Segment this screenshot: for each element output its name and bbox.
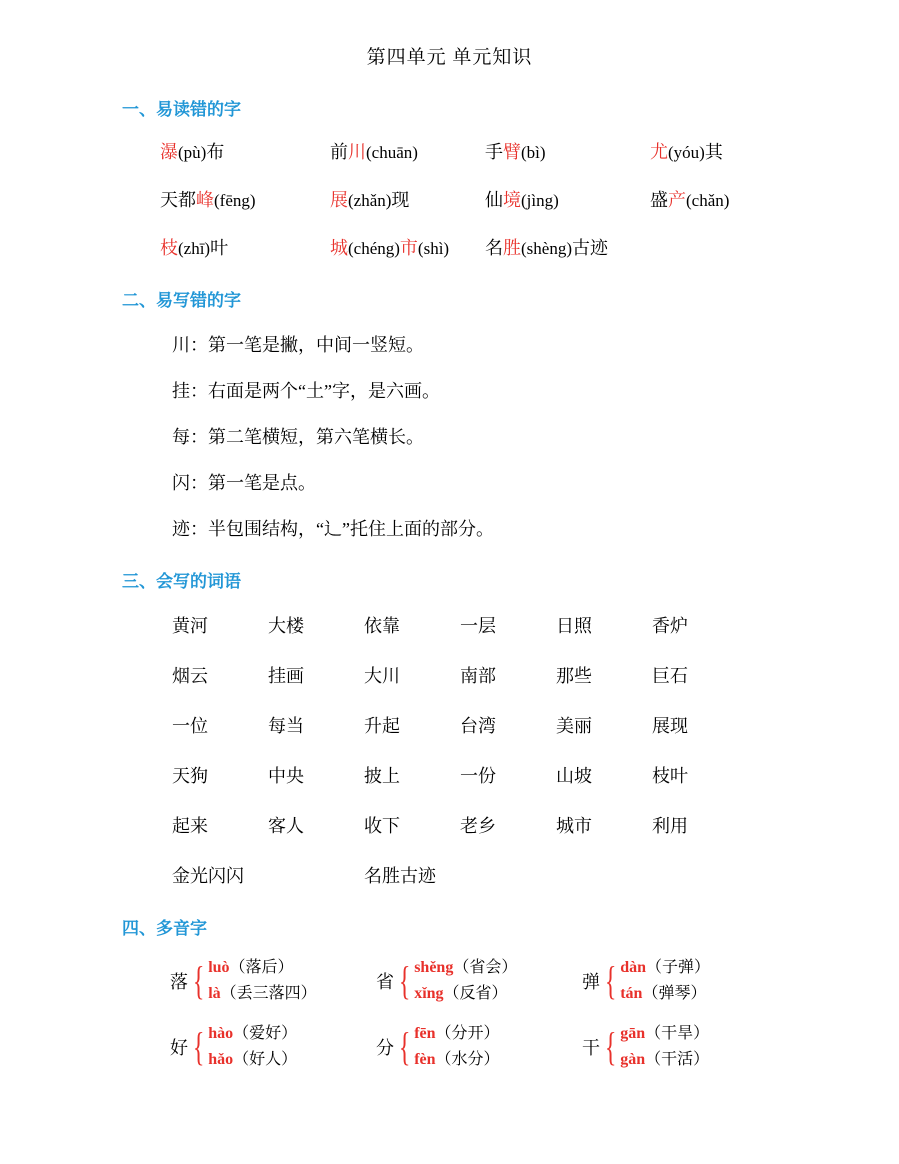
table-row (172, 812, 772, 838)
word-cell: 城市 (556, 816, 592, 836)
trailing-text: 其 (704, 142, 723, 162)
word-cell: 一层 (460, 616, 496, 636)
brace-icon: { (398, 958, 411, 1003)
pinyin: (pù) (178, 143, 207, 162)
word-cell: 收下 (364, 816, 400, 836)
reading-list (620, 955, 710, 1007)
reading-list (620, 1021, 709, 1073)
reading-list (414, 955, 517, 1007)
misread-item (650, 186, 800, 212)
table-row (172, 662, 772, 688)
list-item (208, 1047, 297, 1073)
word-cell: 烟云 (172, 666, 208, 686)
leading-text: 盛 (650, 190, 668, 210)
word-cell: 大楼 (268, 616, 304, 636)
polyphone-char: 干 (582, 1038, 600, 1058)
list-item (208, 1021, 297, 1047)
list-item (414, 1021, 499, 1047)
example-word: （好人） (233, 1051, 298, 1068)
table-row (172, 762, 772, 788)
word-cell: 美丽 (556, 716, 592, 736)
pinyin: (chǎn) (686, 191, 730, 210)
example-word: （丢三落四） (220, 985, 317, 1002)
example-word: （子弹） (646, 959, 711, 976)
highlight-char: 臂 (503, 142, 521, 162)
example-word: （省会） (453, 959, 518, 976)
misread-item (650, 138, 800, 164)
leading-text: 天都 (160, 190, 196, 210)
leading-text: 名 (485, 238, 503, 258)
misread-item (160, 186, 330, 212)
highlight-char: 城 (330, 238, 348, 258)
pinyin: dàn (620, 959, 646, 976)
polyphone-group (376, 955, 582, 1007)
word-cell: 每当 (268, 716, 304, 736)
polyphone-char: 省 (376, 972, 394, 992)
misread-item (160, 234, 330, 260)
highlight-char-2: 市 (399, 238, 418, 258)
pinyin: fèn (414, 1051, 436, 1068)
pinyin: (bì) (521, 143, 546, 162)
word-cell: 那些 (556, 666, 592, 686)
pinyin: (fēng) (214, 191, 256, 210)
brace-icon: { (192, 1024, 205, 1069)
highlight-char: 产 (668, 190, 686, 210)
word-cell: 台湾 (460, 716, 496, 736)
pinyin: hào (208, 1025, 234, 1042)
reading-list (208, 1021, 297, 1073)
pinyin: (zhī) (178, 239, 211, 258)
word-cell: 名胜古迹 (364, 866, 436, 886)
polyphone-char: 分 (376, 1038, 394, 1058)
word-cell: 枝叶 (652, 766, 688, 786)
list-item (414, 1047, 499, 1073)
highlight-char: 瀑 (160, 142, 178, 162)
word-cell: 一位 (172, 716, 208, 736)
table-row (170, 955, 790, 1007)
word-cell: 客人 (268, 816, 304, 836)
misread-item (485, 234, 650, 260)
word-cell: 依靠 (364, 616, 400, 636)
brace-icon: { (604, 1024, 617, 1069)
list-item: 迹：半包围结构，“辶”托住上面的部分。 (172, 519, 494, 539)
word-cell: 日照 (556, 616, 592, 636)
list-item: 每：第二笔横短，第六笔横长。 (172, 427, 424, 447)
pinyin: shěng (414, 959, 454, 976)
trailing-text: 现 (391, 190, 410, 210)
word-cell: 一份 (460, 766, 496, 786)
list-item (620, 1047, 709, 1073)
section-heading-words: 三、会写的词语 (122, 572, 241, 591)
polyphone-group (582, 955, 788, 1007)
list-item (414, 981, 517, 1007)
pinyin: (yóu) (668, 143, 705, 162)
section-heading-miswritten: 二、易写错的字 (122, 291, 241, 310)
example-word: （干活） (645, 1051, 710, 1068)
polyphone-char: 落 (170, 972, 188, 992)
pinyin: tán (620, 985, 643, 1002)
word-cell: 中央 (268, 766, 304, 786)
leading-text: 仙 (485, 190, 503, 210)
word-cell: 大川 (364, 666, 400, 686)
highlight-char: 胜 (503, 238, 521, 258)
misread-item (485, 186, 650, 212)
highlight-char: 枝 (160, 238, 178, 258)
misread-item (485, 138, 650, 164)
list-item (414, 955, 517, 981)
misread-item (330, 138, 485, 164)
highlight-char: 境 (503, 190, 521, 210)
trailing-text: 布 (206, 142, 225, 162)
word-cell: 挂画 (268, 666, 304, 686)
polyphone-group (170, 1021, 376, 1073)
word-cell: 升起 (364, 716, 400, 736)
word-cell: 披上 (364, 766, 400, 786)
table-row (160, 234, 800, 260)
word-cell: 起来 (172, 816, 208, 836)
highlight-char: 峰 (196, 190, 214, 210)
pinyin: gàn (620, 1051, 646, 1068)
example-word: （弹琴） (642, 985, 707, 1002)
section-heading-polyphones: 四、多音字 (122, 919, 207, 938)
polyphone-group (582, 1021, 788, 1073)
page-title: 第四单元 单元知识 (366, 47, 533, 68)
word-cell: 山坡 (556, 766, 592, 786)
word-cell: 老乡 (460, 816, 496, 836)
brace-icon: { (604, 958, 617, 1003)
pinyin: fēn (414, 1025, 436, 1042)
list-item (620, 981, 710, 1007)
pinyin: gān (620, 1025, 646, 1042)
list-item (208, 955, 316, 981)
word-cell: 巨石 (652, 666, 688, 686)
misread-characters-grid (160, 138, 800, 260)
reading-list (414, 1021, 499, 1073)
example-word: （落后） (229, 959, 294, 976)
word-cell: 黄河 (172, 616, 208, 636)
example-word: （分开） (435, 1025, 500, 1042)
word-cell: 南部 (460, 666, 496, 686)
misread-item (330, 234, 485, 260)
pinyin: luò (208, 959, 230, 976)
example-word: （干旱） (645, 1025, 710, 1042)
highlight-char: 尤 (650, 142, 668, 162)
pinyin: (chéng) (348, 239, 400, 258)
misread-item-empty (650, 234, 800, 260)
pinyin: (zhǎn) (348, 191, 392, 210)
list-item: 川：第一笔是撇，中间一竖短。 (172, 335, 424, 355)
brace-icon: { (398, 1024, 411, 1069)
table-row (170, 1021, 790, 1073)
words-grid (172, 612, 772, 888)
pinyin: (jìng) (521, 191, 559, 210)
list-item: 挂：右面是两个“土”字，是六画。 (172, 381, 440, 401)
example-word: （爱好） (233, 1025, 298, 1042)
table-row (160, 186, 800, 212)
list-item (208, 981, 316, 1007)
table-row (172, 612, 772, 638)
pinyin-2: (shì) (417, 239, 450, 258)
pinyin: là (208, 985, 221, 1002)
polyphone-char: 好 (170, 1038, 188, 1058)
list-item (620, 955, 710, 981)
misread-item (330, 186, 485, 212)
trailing-text: 叶 (210, 238, 229, 258)
polyphone-group (376, 1021, 582, 1073)
trailing-text: 古迹 (571, 238, 608, 258)
table-row (160, 138, 800, 164)
polyphone-group (170, 955, 376, 1007)
section-heading-misread: 一、易读错的字 (122, 100, 241, 119)
leading-text: 前 (330, 142, 348, 162)
pinyin: (shèng) (521, 239, 572, 258)
pinyin: (chuān) (366, 143, 418, 162)
brace-icon: { (192, 958, 205, 1003)
list-item: 闪：第一笔是点。 (172, 473, 316, 493)
highlight-char: 川 (348, 142, 366, 162)
pinyin: hǎo (208, 1051, 234, 1068)
word-cell: 金光闪闪 (172, 866, 244, 886)
table-row (172, 712, 772, 738)
leading-text: 手 (485, 142, 503, 162)
miswritten-notes-list (172, 331, 899, 541)
word-cell: 天狗 (172, 766, 208, 786)
example-word: （水分） (435, 1051, 500, 1068)
word-cell: 展现 (652, 716, 688, 736)
polyphone-char: 弹 (582, 972, 600, 992)
table-row (172, 862, 772, 888)
highlight-char: 展 (330, 190, 348, 210)
word-cell: 利用 (652, 816, 688, 836)
document-page (0, 42, 899, 1164)
example-word: （反省） (443, 985, 508, 1002)
polyphone-groups (170, 955, 790, 1073)
pinyin: xǐng (414, 985, 444, 1002)
word-cell: 香炉 (652, 616, 688, 636)
reading-list (208, 955, 316, 1007)
misread-item (160, 138, 330, 164)
list-item (620, 1021, 709, 1047)
